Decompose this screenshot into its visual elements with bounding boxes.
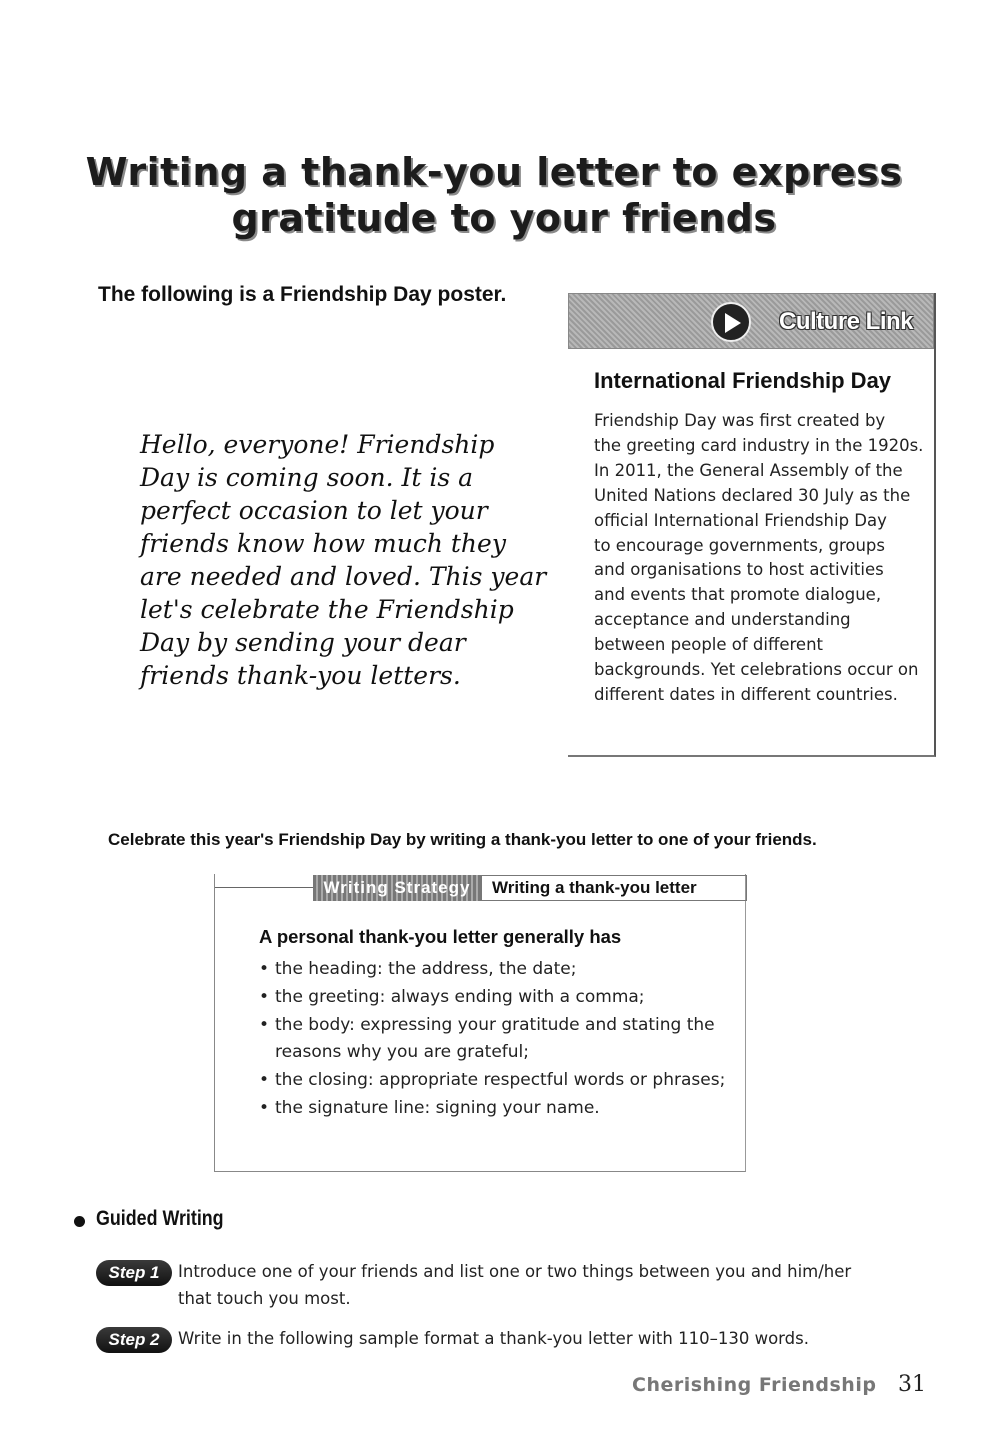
culture-line: backgrounds. Yet celebrations occur on: [594, 660, 919, 680]
step-2-text: Write in the following sample format a thank-you letter with 110–130 words.: [178, 1329, 809, 1348]
writing-task: Celebrate this year's Friendship Day by writing a thank-you letter to one of your friends.: [108, 830, 817, 849]
culture-line: between people of different: [594, 635, 823, 655]
culture-line: In 2011, the General Assembly of the: [594, 460, 903, 480]
culture-line: acceptance and understanding: [594, 610, 851, 630]
culture-link-label: Culture Link: [779, 308, 914, 335]
poster-line: let's celebrate the Friendship: [140, 595, 514, 624]
poster-line: Day by sending your dear: [140, 628, 466, 657]
step-1-text: Introduce one of your friends and list one or two things between you and him/her that touch you most.: [178, 1262, 852, 1308]
culture-line: and organisations to host activities: [594, 560, 884, 580]
writing-strategy-box: [214, 874, 746, 1172]
page-title-line-2: gratitude to your friends: [231, 196, 777, 240]
culture-link-body: [594, 409, 930, 708]
arrow-right-icon: [711, 302, 751, 342]
poster-line: friends thank-you letters.: [140, 661, 461, 690]
list-item: • the closing: appropriate respectful words or phrases;: [259, 1067, 739, 1095]
writing-strategy-list: [259, 956, 739, 1123]
page-number: 31: [898, 1372, 926, 1397]
poster-line: are needed and loved. This year: [140, 562, 547, 591]
poster-line: perfect occasion to let your: [140, 496, 488, 525]
culture-line: the greeting card industry in the 1920s.: [594, 435, 924, 455]
friendship-day-poster: [140, 428, 550, 692]
list-item: • the heading: the address, the date;: [259, 956, 739, 984]
culture-line: and events that promote dialogue,: [594, 585, 882, 605]
culture-line: to encourage governments, groups: [594, 535, 885, 555]
section-footer: Cherishing Friendship: [632, 1374, 877, 1396]
page-title-line-1: Writing a thank-you letter to express: [85, 150, 903, 194]
bullet-icon: [74, 1216, 85, 1227]
step-1-badge: Step 1: [96, 1260, 172, 1286]
culture-link-title: International Friendship Day: [594, 368, 892, 393]
divider: [215, 887, 313, 888]
culture-line: official International Friendship Day: [594, 510, 887, 530]
writing-strategy-title: Writing a thank-you letter: [481, 875, 747, 901]
poster-line: Hello, everyone! Friendship: [140, 430, 495, 459]
poster-line: friends know how much they: [140, 529, 506, 558]
culture-line: different dates in different countries.: [594, 684, 898, 704]
list-item: • the greeting: always ending with a comma;: [259, 984, 739, 1012]
culture-link-box: [568, 293, 936, 757]
culture-line: United Nations declared 30 July as the: [594, 485, 911, 505]
step-2-badge: Step 2: [96, 1327, 172, 1353]
writing-strategy-lead: A personal thank-you letter generally has: [259, 926, 622, 947]
list-item: • the body: expressing your gratitude and stating the reasons why you are grateful;: [259, 1012, 739, 1068]
writing-strategy-tag: Writing Strategy: [313, 875, 481, 901]
list-item: • the signature line: signing your name.: [259, 1095, 739, 1123]
guided-writing-heading: Guided Writing: [96, 1207, 224, 1230]
culture-link-header: [568, 293, 934, 349]
poster-line: Day is coming soon. It is a: [140, 463, 474, 492]
intro-text: The following is a Friendship Day poster.: [98, 283, 507, 306]
culture-line: Friendship Day was first created by: [594, 411, 886, 430]
